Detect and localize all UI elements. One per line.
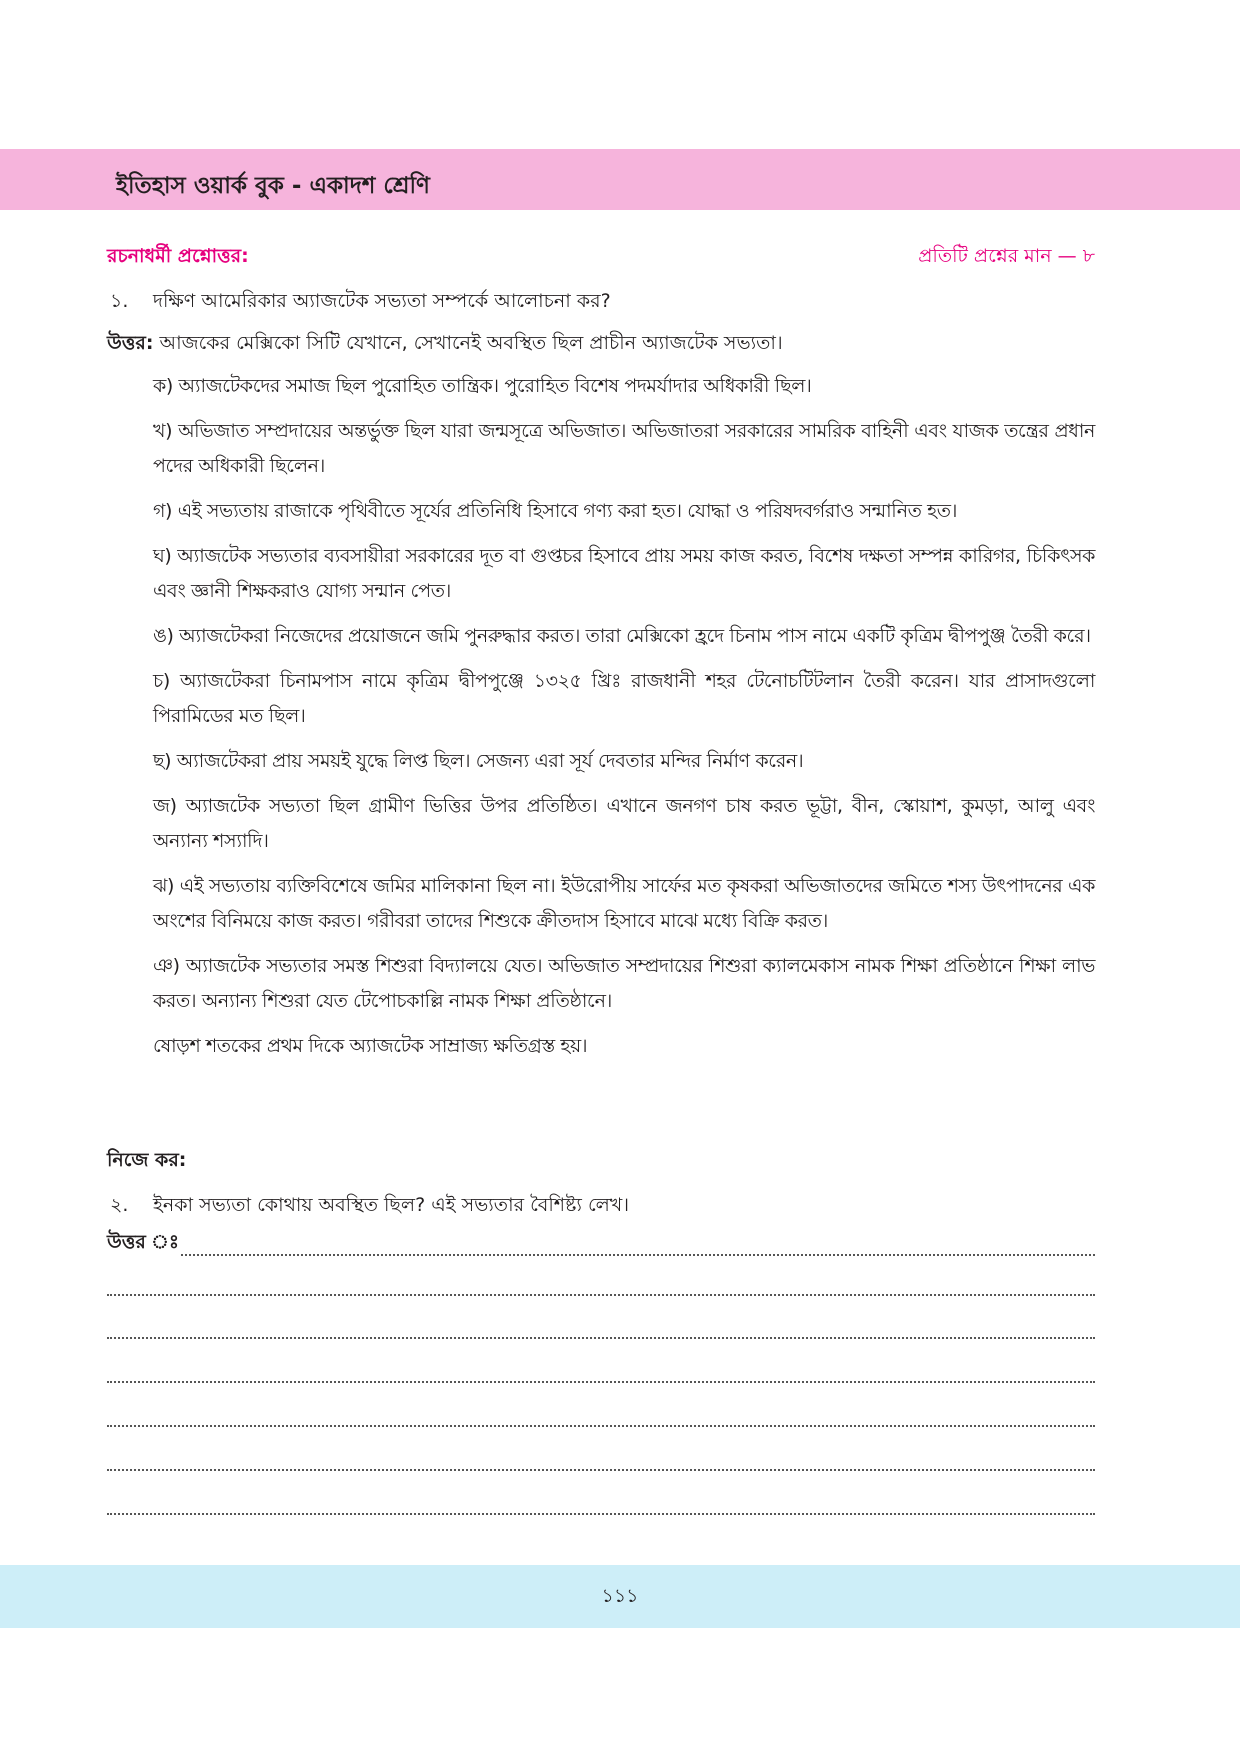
answer-field-line[interactable] — [107, 1381, 1095, 1383]
answer-label: উত্তর: — [107, 332, 154, 354]
answer-point: ঝ) এই সভ্যতায় ব্যক্তিবিশেষে জমির মালিকানা ছিল না। ইউরোপীয় সার্ফের মত কৃষকরা অভিজাতদের জমিতে শস্য উৎপাদনের এক অংশের বিনিময়ে কাজ করত। গরীবরা তাদের শিশুকে ক্রীতদাস হিসাবে মাঝে মধ্যে বিক্রি করত। — [153, 875, 1095, 932]
answer-point: গ) এই সভ্যতায় রাজাকে পৃথিবীতে সূর্যের প্রতিনিধি হিসাবে গণ্য করা হত। যোদ্ধা ও পরিষদবর্গরাও সন্মানিত হত। — [153, 500, 957, 522]
answer-intro-text: আজকের মেক্সিকো সিটি যেখানে, সেখানেই অবস্থিত ছিল প্রাচীন অ্যাজটেক সভ্যতা। — [159, 332, 783, 354]
question-text-2: ইনকা সভ্যতা কোথায় অবস্থিত ছিল? এই সভ্যতার বৈশিষ্ট্য লেখ। — [153, 1194, 630, 1216]
question-number: ১. — [110, 290, 129, 312]
question-number-2: ২. — [110, 1194, 129, 1216]
page-number: ১১১ — [601, 1585, 639, 1607]
self-practice-title: নিজে কর: — [107, 1149, 187, 1171]
answer-intro — [107, 329, 1097, 361]
answer-field-line[interactable] — [107, 1469, 1095, 1471]
marks-info: প্রতিটি প্রশ্নের মান — ৮ — [918, 245, 1095, 267]
page-header-title: ইতিহাস ওয়ার্ক বুক - একাদশ শ্রেণি — [116, 173, 430, 199]
answer-field-line[interactable] — [107, 1294, 1095, 1296]
answer-points-list — [153, 369, 1095, 1074]
answer-point: ছ) অ্যাজটেকরা প্রায় সময়ই যুদ্ধে লিপ্ত ছিল। সেজন্য এরা সূর্য দেবতার মন্দির নির্মাণ করেন। — [153, 750, 804, 772]
answer-field-line[interactable] — [107, 1425, 1095, 1427]
answer-field-line[interactable] — [107, 1337, 1095, 1339]
section-title: রচনাধর্মী প্রশ্নোত্তর: — [107, 245, 249, 267]
answer-field-first-line[interactable] — [107, 1231, 1095, 1260]
dotted-fill — [181, 1254, 1095, 1256]
answer-label-2: উত্তর ঃ — [107, 1231, 180, 1253]
answer-field-line[interactable] — [107, 1513, 1095, 1515]
answer-point: ঘ) অ্যাজটেক সভ্যতার ব্যবসায়ীরা সরকারের দূত বা গুপ্তচর হিসাবে প্রায় সময় কাজ করত, বিশেষ দক্ষতা সম্পন্ন কারিগর, চিকিৎসক এবং জ্ঞানী শিক্ষকরাও যোগ্য সন্মান পেত। — [153, 545, 1095, 602]
answer-point: জ) অ্যাজটেক সভ্যতা ছিল গ্রামীণ ভিত্তির উপর প্রতিষ্ঠিত। এখানে জনগণ চাষ করত ভূট্টা, বীন, স্কোয়াশ, কুমড়া, আলু এবং অন্যান্য শস্যাদি। — [153, 795, 1095, 852]
answer-conclusion: ষোড়শ শতকের প্রথম দিকে অ্যাজটেক সাম্রাজ্য ক্ষতিগ্রস্ত হয়। — [153, 1035, 588, 1057]
answer-point: চ) অ্যাজটেকরা চিনামপাস নামে কৃত্রিম দ্বীপপুঞ্জে ১৩২৫ খ্রিঃ রাজধানী শহর টেনোচটিটলান তৈরী করেন। যার প্রাসাদগুলো পিরামিডের মত ছিল। — [153, 670, 1095, 727]
question-text: দক্ষিণ আমেরিকার অ্যাজটেক সভ্যতা সম্পর্কে আলোচনা কর? — [153, 290, 611, 312]
answer-point: ক) অ্যাজটেকদের সমাজ ছিল পুরোহিত তান্ত্রিক। পুরোহিত বিশেষ পদমর্যাদার অধিকারী ছিল। — [153, 375, 812, 397]
answer-point: ঞ) অ্যাজটেক সভ্যতার সমস্ত শিশুরা বিদ্যালয়ে যেত। অভিজাত সম্প্রদায়ের শিশুরা ক্যালমেকাস নামক শিক্ষা প্রতিষ্ঠানে শিক্ষা লাভ করত। অন্যান্য শিশুরা যেত টেপোচকাল্লি নামক শিক্ষা প্রতিষ্ঠানে। — [153, 955, 1095, 1012]
answer-point: খ) অভিজাত সম্প্রদায়ের অন্তর্ভুক্ত ছিল যারা জন্মসূত্রে অভিজাত। অভিজাতরা সরকারের সামরিক বাহিনী এবং যাজক তন্ত্রের প্রধান পদের অধিকারী ছিলেন। — [153, 420, 1095, 477]
answer-point: ঙ) অ্যাজটেকরা নিজেদের প্রয়োজনে জমি পুনরুদ্ধার করত। তারা মেক্সিকো হ্রদে চিনাম পাস নামে একটি কৃত্রিম দ্বীপপুঞ্জ তৈরী করে। — [153, 625, 1091, 647]
